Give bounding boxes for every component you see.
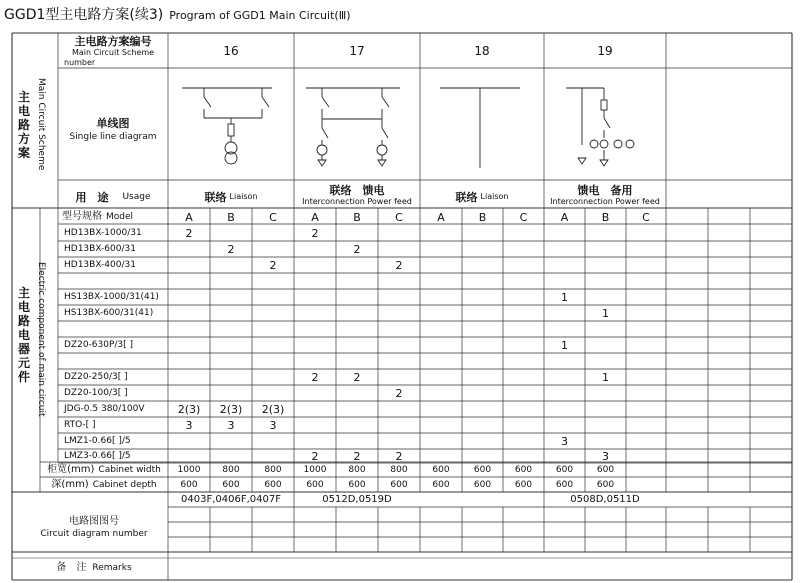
- cell-value: 2: [227, 242, 235, 256]
- cell-value: [626, 273, 666, 289]
- cell-value: [544, 225, 585, 241]
- cell-value: [168, 241, 210, 257]
- cabinet-depth-label: [40, 478, 168, 492]
- cell-value: [378, 417, 420, 433]
- cell-value: [462, 449, 503, 463]
- circuit-diagram-16: 0403F,0406F,0407F: [181, 494, 281, 505]
- model-name: DZ20-630P/3[ ]: [64, 339, 134, 350]
- cell-value: [168, 433, 210, 449]
- title-cn: GGD1型主电路方案(续3): [4, 7, 164, 23]
- model-name: HD13BX-600/31: [64, 243, 136, 254]
- circuit-diagram-17: 0512D,0519D: [322, 494, 392, 505]
- cell-value: 2(3): [177, 402, 201, 416]
- cell-value: [503, 353, 544, 369]
- cabinet-width-label: [40, 463, 168, 477]
- abc-header-6: A: [437, 210, 445, 224]
- cell-value: [462, 273, 503, 289]
- abc-header-10: B: [601, 210, 610, 224]
- cell-value: [336, 353, 378, 369]
- cell-value: [168, 353, 210, 369]
- cabinet-depth-value: 600: [390, 479, 408, 490]
- cell-value: [252, 449, 294, 463]
- cell-value: 1: [602, 306, 609, 320]
- abc-header-11: C: [642, 210, 650, 224]
- cell-value: [252, 273, 294, 289]
- cell-value: 2: [395, 449, 403, 463]
- cabinet-width-value: 1000: [177, 464, 201, 475]
- cell-value: [420, 225, 462, 241]
- usage-17-en: Interconnection Power feed: [302, 197, 412, 206]
- model-name: [64, 273, 168, 289]
- cell-value: 2(3): [261, 402, 285, 416]
- scheme-number-17: 17: [349, 44, 365, 58]
- cell-value: [544, 401, 585, 417]
- cell-value: [378, 273, 420, 289]
- cell-value: [210, 449, 252, 463]
- cabinet-width-value: 600: [596, 464, 615, 475]
- cell-value: [503, 321, 544, 337]
- model-name: [64, 321, 168, 337]
- cell-value: [503, 273, 544, 289]
- cell-value: [420, 369, 462, 385]
- usage-label-cn: 用 途: [75, 190, 109, 204]
- cell-value: [336, 417, 378, 433]
- model-name: JDG-0.5 380/100V: [64, 403, 145, 414]
- cabinet-width-value: 800: [390, 464, 408, 475]
- cell-value: [210, 353, 252, 369]
- model-name: DZ20-250/3[ ]: [64, 371, 128, 382]
- cell-value: [336, 385, 378, 401]
- cell-value: [420, 321, 462, 337]
- cell-value: [462, 305, 503, 321]
- cabinet-width-value: 600: [432, 464, 450, 475]
- single-line-label-cn: 单线图: [96, 116, 130, 130]
- cell-value: [294, 273, 336, 289]
- cell-value: [462, 433, 503, 449]
- model-header-cn: 型号规格: [62, 211, 102, 222]
- cell-value: [420, 273, 462, 289]
- cell-value: [252, 353, 294, 369]
- single-line-label-en: Single line diagram: [69, 131, 157, 142]
- cell-value: [420, 257, 462, 273]
- cell-value: [462, 241, 503, 257]
- cell-value: [336, 337, 378, 353]
- cell-value: 3: [185, 418, 193, 432]
- model-name: RTO-[ ]: [64, 419, 96, 430]
- model-name: LMZ1-0.66[ ]/5: [64, 435, 131, 446]
- cell-value: [544, 273, 585, 289]
- cell-value: [503, 305, 544, 321]
- abc-header-9: A: [560, 210, 569, 224]
- cabinet-depth-value: 600: [596, 479, 615, 490]
- cell-value: [252, 289, 294, 305]
- cabinet-width-value: 600: [473, 464, 492, 475]
- cell-value: [626, 417, 666, 433]
- cell-value: [626, 225, 666, 241]
- cell-value: [544, 305, 585, 321]
- cell-value: [420, 385, 462, 401]
- usage-18-en: Liaison: [480, 192, 509, 201]
- scheme-number-label-en2: number: [64, 58, 96, 67]
- cell-value: [462, 385, 503, 401]
- cell-value: 2: [353, 370, 361, 384]
- cell-value: [626, 401, 666, 417]
- cell-value: 3: [227, 418, 235, 432]
- cell-value: [420, 433, 462, 449]
- model-header-en: Model: [106, 211, 134, 222]
- cell-value: 1: [602, 370, 609, 384]
- cell-value: 2: [311, 370, 319, 384]
- cell-value: [378, 353, 420, 369]
- scheme-side-en: Main Circuit Scheme: [36, 78, 46, 171]
- cabinet-width-value: 800: [222, 464, 240, 475]
- cell-value: [585, 273, 626, 289]
- cabinet-depth-label-cn: 深(mm): [51, 479, 89, 490]
- abc-header-4: B: [353, 210, 361, 224]
- cell-value: [336, 257, 378, 273]
- cell-value: [503, 369, 544, 385]
- cell-value: [626, 305, 666, 321]
- cell-value: [503, 433, 544, 449]
- cell-value: [294, 433, 336, 449]
- cell-value: [585, 225, 626, 241]
- cell-value: [544, 241, 585, 257]
- cell-value: 2: [185, 226, 193, 240]
- model-name: LMZ3-0.66[ ]/5: [64, 450, 131, 461]
- cell-value: [252, 385, 294, 401]
- abc-header-3: A: [311, 210, 319, 224]
- cell-value: [336, 305, 378, 321]
- scheme-number-label-en1: Main Circuit Scheme: [71, 48, 155, 57]
- cell-value: [210, 369, 252, 385]
- cell-value: [626, 289, 666, 305]
- cell-value: [378, 337, 420, 353]
- cell-value: [544, 321, 585, 337]
- cell-value: 2: [395, 258, 403, 272]
- cell-value: [626, 369, 666, 385]
- cell-value: [294, 385, 336, 401]
- cell-value: [420, 305, 462, 321]
- title-en: Program of GGD1 Main Circuit(Ⅲ): [169, 9, 351, 22]
- cell-value: [626, 353, 666, 369]
- cell-value: [336, 289, 378, 305]
- cell-value: [378, 225, 420, 241]
- scheme-number-16: 16: [223, 44, 239, 58]
- cabinet-depth-value: [626, 478, 666, 492]
- usage-19-en: Interconnection Power feed: [550, 197, 660, 206]
- cell-value: [252, 321, 294, 337]
- cell-value: [378, 241, 420, 257]
- cell-value: [252, 369, 294, 385]
- cell-value: [210, 289, 252, 305]
- cell-value: [626, 433, 666, 449]
- cell-value: [420, 401, 462, 417]
- cell-value: [544, 353, 585, 369]
- cabinet-depth-value: 600: [555, 479, 574, 490]
- cabinet-depth-value: 600: [432, 479, 450, 490]
- cell-value: [168, 257, 210, 273]
- cabinet-width-value: 600: [555, 464, 574, 475]
- cabinet-depth-value: 600: [473, 479, 492, 490]
- model-name: DZ20-100/3[ ]: [64, 387, 128, 398]
- abc-header-2: C: [269, 210, 277, 224]
- cell-value: [626, 337, 666, 353]
- cell-value: 3: [269, 418, 277, 432]
- remarks-label-cn: 备 注: [56, 562, 87, 573]
- cell-value: [420, 289, 462, 305]
- cabinet-width-value: 1000: [303, 464, 327, 475]
- cell-value: 1: [561, 338, 568, 352]
- usage-label: [58, 189, 168, 205]
- cell-value: [210, 385, 252, 401]
- model-name: HD13BX-1000/31: [64, 227, 142, 238]
- usage-16-cn: 联络: [204, 190, 227, 204]
- abc-header-8: C: [519, 210, 528, 224]
- scheme-number-18: 18: [474, 44, 490, 58]
- cell-value: [585, 353, 626, 369]
- cell-value: [626, 257, 666, 273]
- cell-value: [420, 353, 462, 369]
- cell-value: [336, 401, 378, 417]
- scheme-side-cn: 主 电 路 方 案: [17, 90, 30, 160]
- cell-value: [252, 225, 294, 241]
- cell-value: [210, 321, 252, 337]
- cell-value: [503, 289, 544, 305]
- cell-value: [252, 305, 294, 321]
- cell-value: [462, 369, 503, 385]
- usage-18-cn: 联络: [455, 190, 478, 204]
- cell-value: [378, 305, 420, 321]
- cell-value: 2: [311, 449, 319, 463]
- cell-value: [462, 417, 503, 433]
- cell-value: [462, 257, 503, 273]
- cabinet-depth-value: 600: [306, 479, 324, 490]
- cabinet-depth-value: 600: [264, 479, 282, 490]
- cell-value: [503, 449, 544, 463]
- cell-value: [168, 369, 210, 385]
- cell-value: [503, 337, 544, 353]
- cell-value: [294, 289, 336, 305]
- cabinet-width-value: 800: [264, 464, 282, 475]
- cell-value: [585, 241, 626, 257]
- cabinet-depth-label-en: Cabinet depth: [92, 479, 157, 490]
- cell-value: [252, 433, 294, 449]
- cell-value: [252, 241, 294, 257]
- cell-value: [420, 337, 462, 353]
- cabinet-width-value: 600: [514, 464, 533, 475]
- cell-value: [210, 257, 252, 273]
- cell-value: [503, 241, 544, 257]
- cell-value: [210, 225, 252, 241]
- cell-value: [294, 257, 336, 273]
- model-name: HD13BX-400/31: [64, 259, 136, 270]
- cell-value: [210, 305, 252, 321]
- scheme-number-19: 19: [597, 44, 613, 58]
- cell-value: [544, 449, 585, 463]
- cell-value: [585, 289, 626, 305]
- cell-value: [462, 337, 503, 353]
- cell-value: [336, 225, 378, 241]
- cell-value: [462, 401, 503, 417]
- cell-value: [503, 385, 544, 401]
- usage-16: [168, 189, 294, 205]
- cell-value: 2: [353, 242, 361, 256]
- circuit-diagram-label-cn: 电路图图号: [69, 516, 119, 527]
- cell-value: 2: [269, 258, 277, 272]
- cabinet-depth-value: 600: [514, 479, 533, 490]
- cabinet-depth-value: 600: [222, 479, 240, 490]
- cell-value: [294, 321, 336, 337]
- cell-value: [585, 417, 626, 433]
- model-header: [62, 210, 168, 224]
- cabinet-depth-value: 600: [348, 479, 366, 490]
- cell-value: [585, 433, 626, 449]
- cell-value: [168, 305, 210, 321]
- cell-value: [168, 321, 210, 337]
- abc-header-7: B: [478, 210, 487, 224]
- component-side-cn: 主 电 路 电 器 元 件: [17, 286, 30, 384]
- cell-value: [294, 353, 336, 369]
- cell-value: [378, 369, 420, 385]
- cell-value: [336, 321, 378, 337]
- cell-value: [420, 417, 462, 433]
- cell-value: [210, 433, 252, 449]
- model-name: HS13BX-600/31(41): [64, 307, 154, 318]
- cell-value: [168, 337, 210, 353]
- cell-value: [378, 433, 420, 449]
- cell-value: [585, 401, 626, 417]
- cabinet-width-label-en: Cabinet width: [98, 464, 161, 475]
- cell-value: [378, 321, 420, 337]
- cell-value: [462, 225, 503, 241]
- cell-value: [503, 225, 544, 241]
- scheme-number-label-cn: 主电路方案编号: [74, 34, 152, 48]
- usage-16-en: Liaison: [229, 192, 258, 201]
- cell-value: [336, 273, 378, 289]
- cell-value: [378, 289, 420, 305]
- cell-value: [252, 337, 294, 353]
- cell-value: [626, 385, 666, 401]
- cell-value: [294, 401, 336, 417]
- cell-value: [378, 401, 420, 417]
- cell-value: 2: [353, 449, 361, 463]
- cell-value: [294, 305, 336, 321]
- abc-header-1: B: [227, 210, 235, 224]
- cell-value: [585, 257, 626, 273]
- cell-value: [544, 417, 585, 433]
- cell-value: [210, 273, 252, 289]
- remarks-label: [20, 561, 168, 575]
- cabinet-depth-value: 600: [180, 479, 198, 490]
- cell-value: [626, 321, 666, 337]
- usage-17-cn: 联络 馈电: [329, 183, 385, 197]
- cell-value: 2(3): [219, 402, 243, 416]
- cell-value: [462, 353, 503, 369]
- cell-value: [294, 241, 336, 257]
- cell-value: [585, 337, 626, 353]
- cell-value: [168, 289, 210, 305]
- cell-value: [462, 321, 503, 337]
- circuit-diagram-19: 0508D,0511D: [570, 494, 640, 505]
- cell-value: 2: [395, 386, 403, 400]
- cell-value: [168, 385, 210, 401]
- cell-value: 2: [311, 226, 319, 240]
- cell-value: [585, 385, 626, 401]
- cell-value: [544, 385, 585, 401]
- cell-value: [420, 449, 462, 463]
- cell-value: [294, 337, 336, 353]
- cell-value: [294, 417, 336, 433]
- cell-value: [168, 273, 210, 289]
- cell-value: [626, 449, 666, 463]
- cabinet-width-label-cn: 柜宽(mm): [47, 464, 95, 475]
- cell-value: [210, 337, 252, 353]
- cell-value: [462, 289, 503, 305]
- cell-value: [626, 241, 666, 257]
- abc-header-5: C: [395, 210, 403, 224]
- model-name: [64, 353, 168, 369]
- model-name: HS13BX-1000/31(41): [64, 291, 159, 302]
- usage-18: [420, 189, 544, 205]
- cell-value: [336, 433, 378, 449]
- cabinet-width-value: [626, 463, 666, 477]
- remarks-label-en: Remarks: [92, 562, 132, 573]
- cell-value: [168, 449, 210, 463]
- usage-19-cn: 馈电 备用: [577, 183, 633, 197]
- component-side-en: Electric component of main circuit: [36, 262, 46, 417]
- cell-value: [544, 369, 585, 385]
- cell-value: 3: [602, 449, 609, 463]
- cell-value: 3: [561, 434, 568, 448]
- abc-header-0: A: [185, 210, 193, 224]
- cell-value: [503, 401, 544, 417]
- cell-value: [585, 321, 626, 337]
- circuit-diagram-label-en: Circuit diagram number: [40, 528, 148, 539]
- cell-value: [503, 417, 544, 433]
- cell-value: [503, 257, 544, 273]
- cabinet-width-value: 800: [348, 464, 366, 475]
- cell-value: 1: [561, 290, 568, 304]
- usage-label-en: Usage: [122, 191, 151, 202]
- cell-value: [544, 257, 585, 273]
- cell-value: [420, 241, 462, 257]
